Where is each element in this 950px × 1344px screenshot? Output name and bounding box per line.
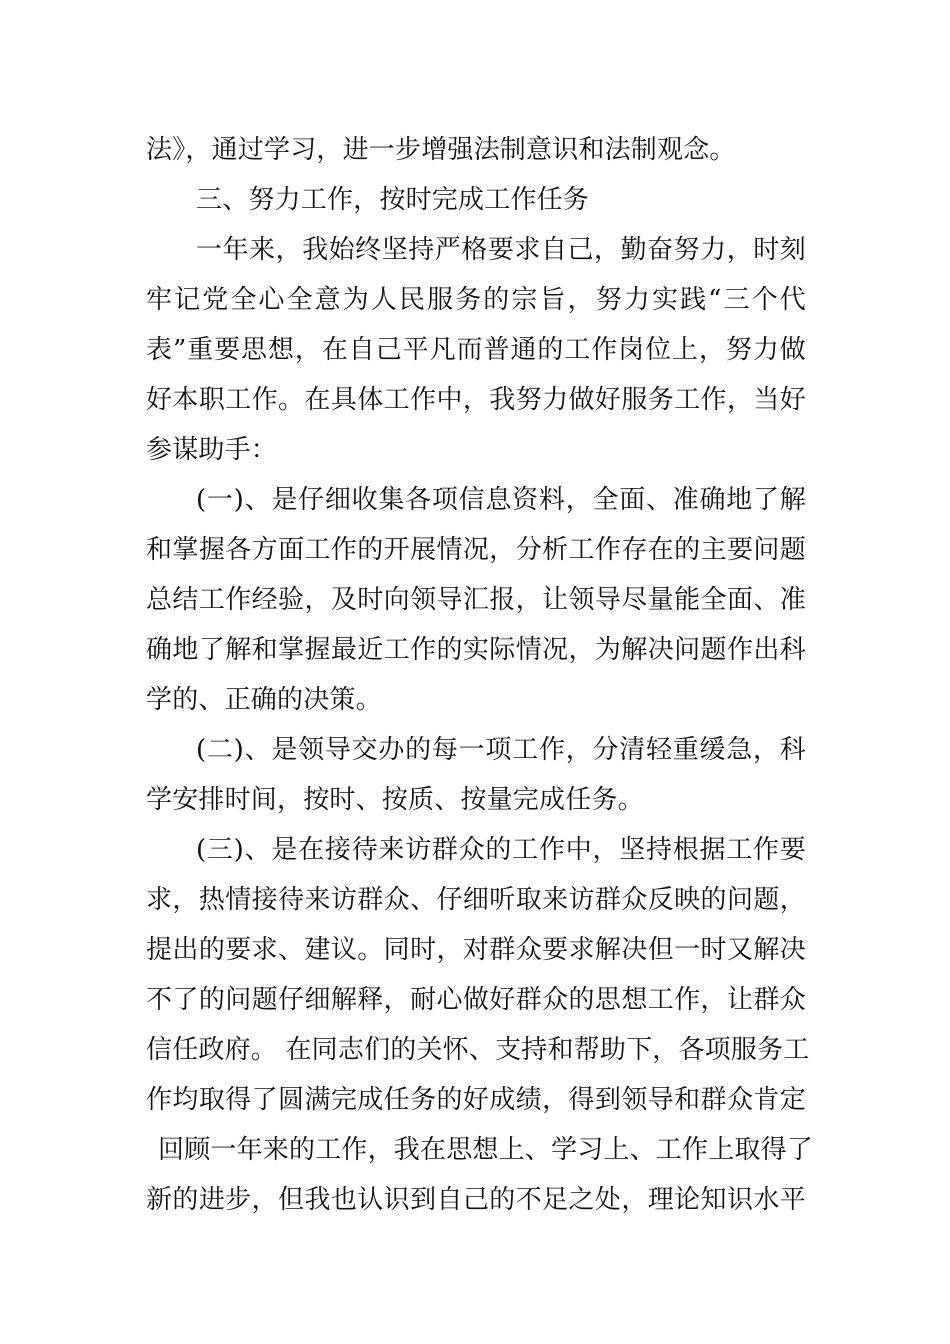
text-line: 确地了解和掌握最近工作的实际情况，为解决问题作出科: [146, 635, 806, 665]
text-line: 一年来，我始终坚持严格要求自己，勤奋努力，时刻: [196, 235, 806, 265]
text-line: 不了的问题仔细解释，耐心做好群众的思想工作，让群众: [146, 985, 806, 1015]
text-line: 信任政府。 在同志们的关怀、支持和帮助下，各项服务工: [146, 1035, 810, 1065]
text-line: 法》，通过学习，进一步增强法制意识和法制观念。: [146, 135, 736, 165]
text-line: (一)、是仔细收集各项信息资料，全面、准确地了解: [196, 485, 806, 515]
text-line: 新的进步，但我也认识到自己的不足之处，理论知识水平: [146, 1185, 806, 1215]
text-line: 作均取得了圆满完成任务的好成绩，得到领导和群众肯定: [146, 1085, 806, 1115]
text-line: 求，热情接待来访群众、仔细听取来访群众反映的问题，: [146, 885, 806, 915]
text-line: 总结工作经验，及时向领导汇报，让领导尽量能全面、准: [146, 585, 806, 615]
text-line: 学安排时间，按时、按质、按量完成任务。: [146, 785, 644, 815]
text-line: 学的、正确的决策。: [146, 685, 382, 715]
text-line: 好本职工作。在具体工作中，我努力做好服务工作，当好: [146, 385, 806, 415]
text-line: 表”重要思想，在自己平凡而普通的工作岗位上，努力做: [146, 335, 806, 365]
text-line: (三)、是在接待来访群众的工作中，坚持根据工作要: [196, 835, 806, 865]
text-line: (二)、是领导交办的每一项工作，分清轻重缓急，科: [196, 735, 806, 765]
text-line: 回顾一年来的工作，我在思想上、学习上、工作上取得了: [158, 1135, 814, 1165]
section-heading: 三、努力工作，按时完成工作任务: [196, 185, 590, 215]
text-line: 提出的要求、建议。同时，对群众要求解决但一时又解决: [146, 935, 806, 965]
text-line: 和掌握各方面工作的开展情况，分析工作存在的主要问题: [146, 535, 806, 565]
text-line: 牢记党全心全意为人民服务的宗旨，努力实践“三个代: [146, 285, 806, 315]
text-line: 参谋助手：: [146, 435, 278, 465]
